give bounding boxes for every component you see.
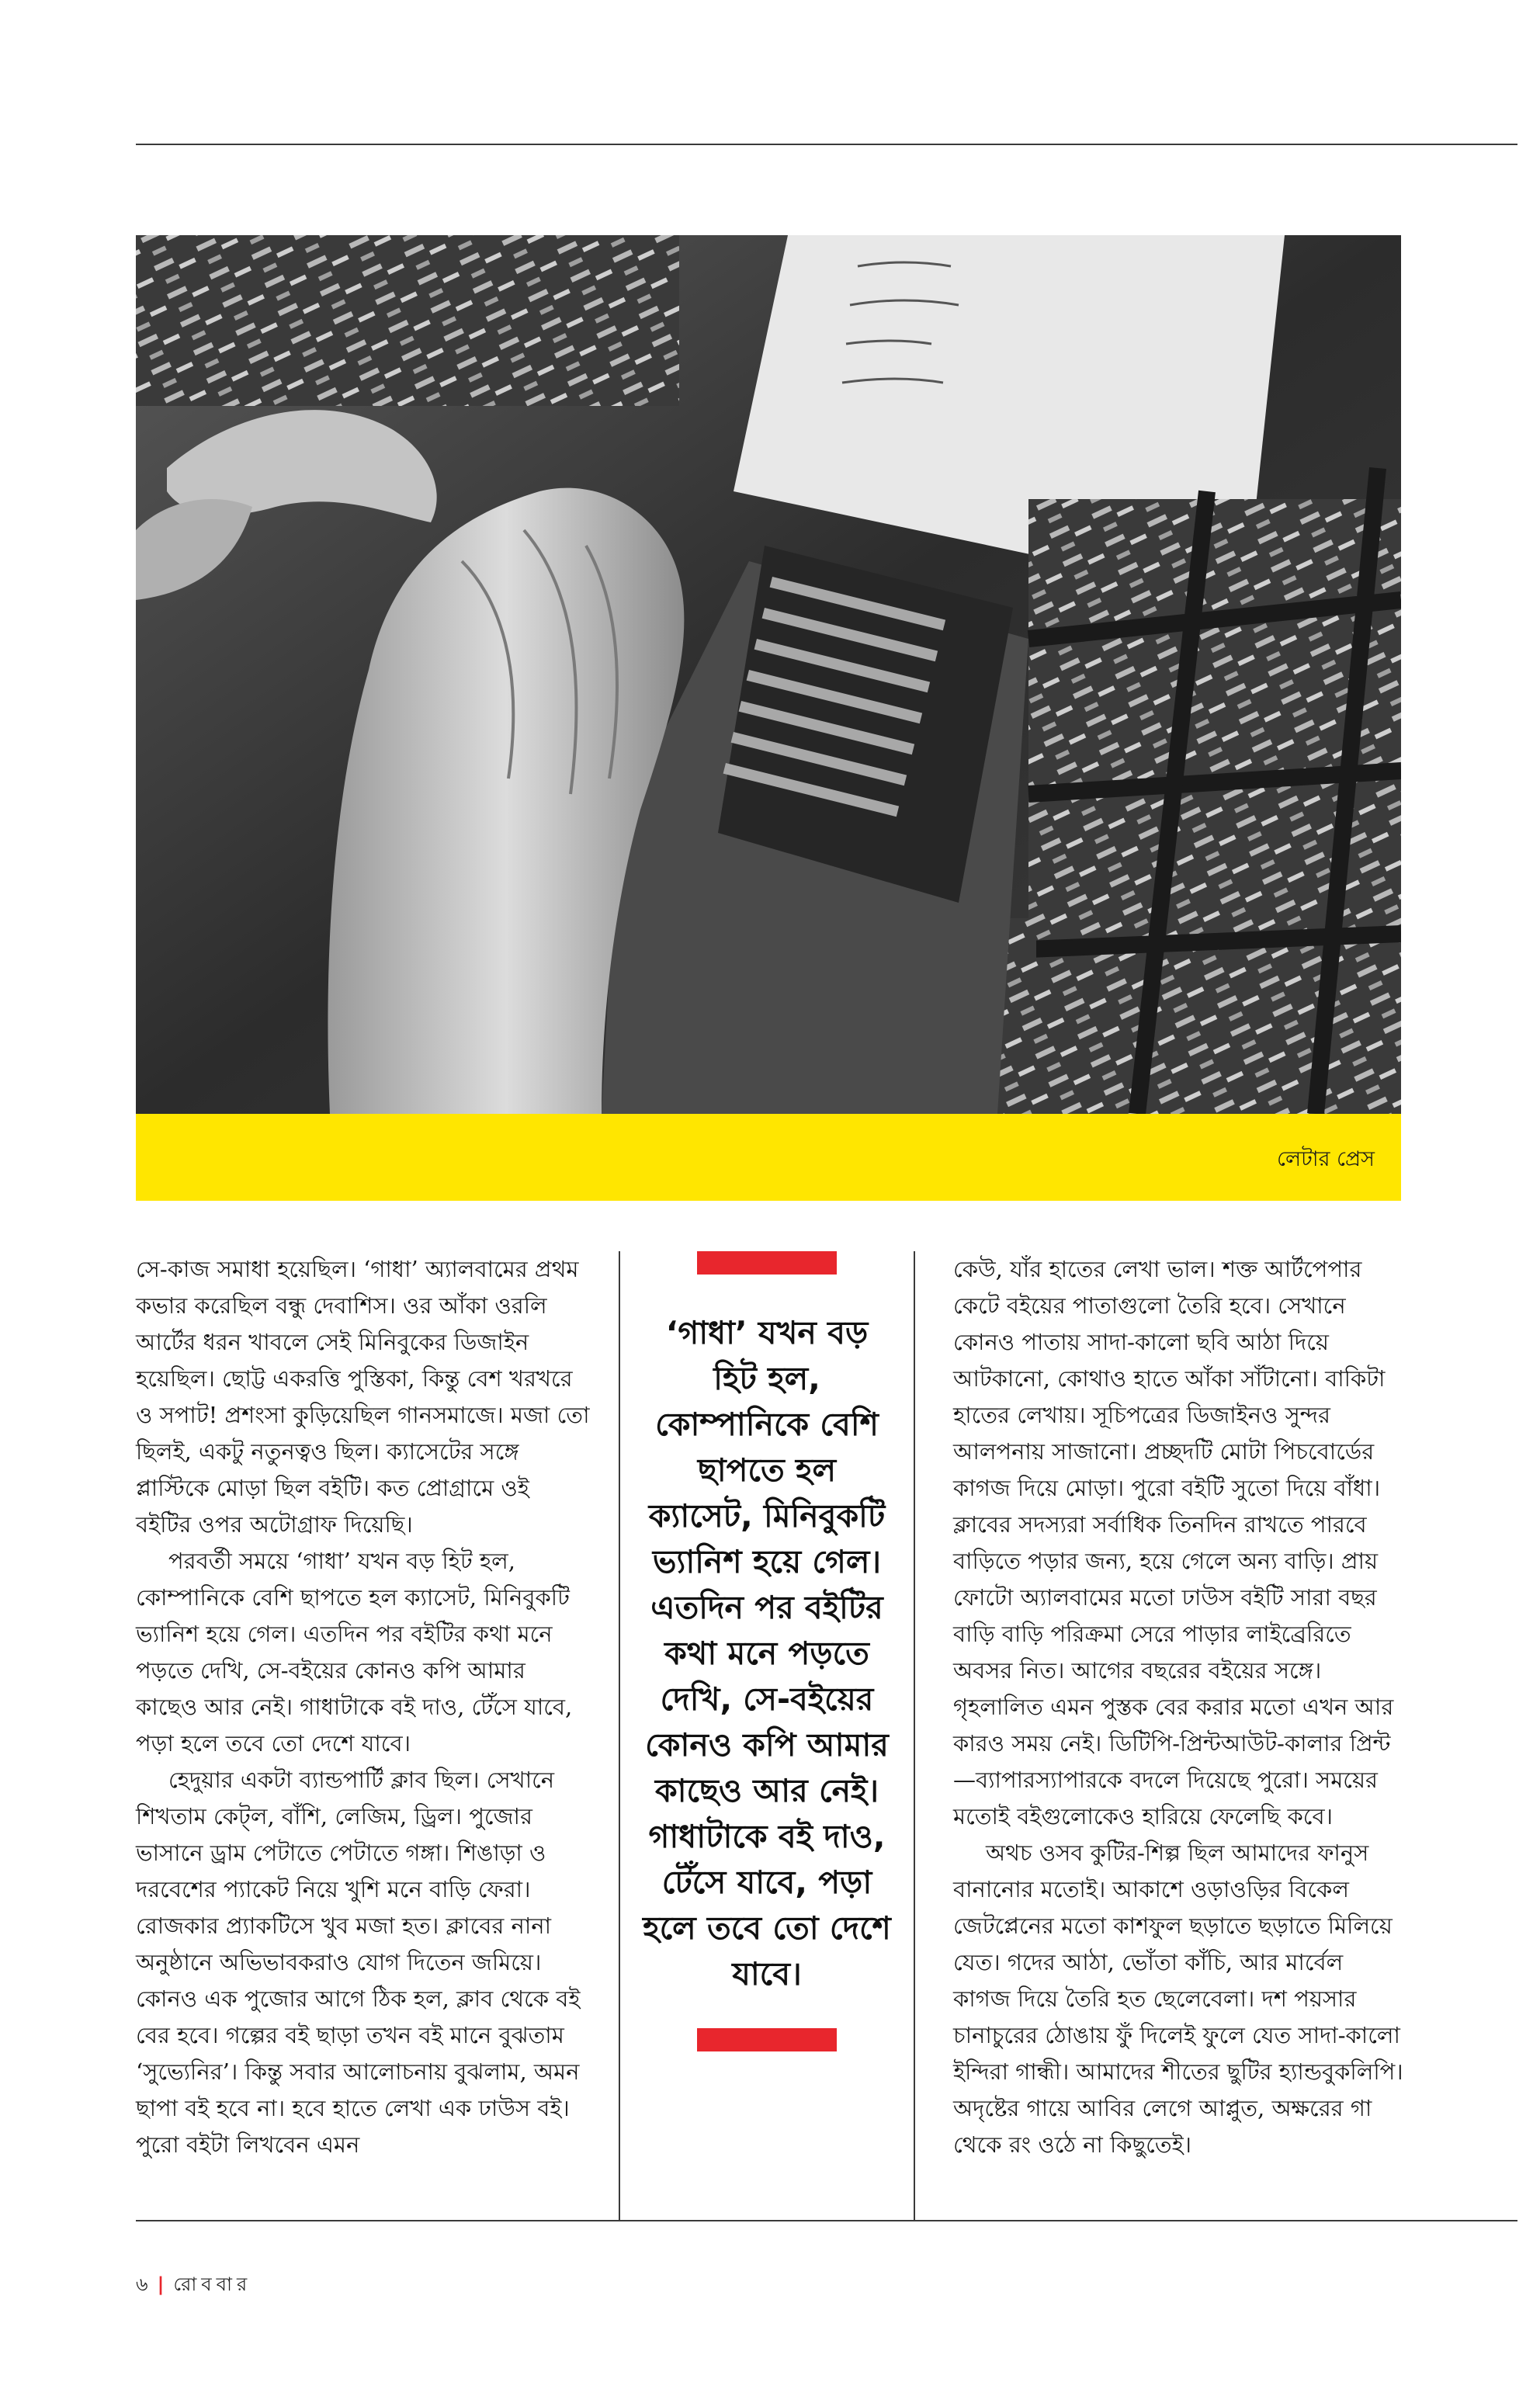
pull-quote-bottom-bar (697, 2028, 837, 2051)
magazine-name: রোববার (173, 2273, 252, 2295)
page-number: ৬ (136, 2273, 148, 2295)
letterpress-photo (136, 235, 1401, 1114)
caption-band (136, 1114, 1401, 1201)
bottom-rule (136, 2220, 1517, 2221)
paragraph: কেউ, যাঁর হাতের লেখা ভাল। শক্ত আর্টপেপার কেটে বইয়ের পাতাগুলো তৈরি হবে। সেখানে কোনও পাতায় সাদা-কালো ছবি আঠা দিয়ে আটকানো, কোথাও হাতে আঁকা সাঁটানো। বাকিটা হাতের লেখায়। সূচিপত্রের ডিজাইনও সুন্দর আলপনায় সাজানো। প্রচ্ছদটি মোটা পিচবোর্ডের কাগজ দিয়ে মোড়া। পুরো বইটি সুতো দিয়ে বাঁধা। ক্লাবের সদস্যরা সর্বাধিক তিনদিন রাখতে পারবে বাড়িতে পড়ার জন্য, হয়ে গেলে অন্য বাড়ি। প্রায় ফোটো অ্যালবামের মতো ঢাউস বইটি সারা বছর বাড়ি বাড়ি পরিক্রমা সেরে পাড়ার লাইব্রেরিতে অবসর নিত। আগের বছরের বইয়ের সঙ্গে। গৃহলালিত এমন পুস্তক বের করার মতো এখন আর কারও সময় নেই। ডিটিপি-প্রিন্টআউট-কালার প্রিন্ট—ব্যাপারস্যাপারকে বদলে দিয়েছে পুরো। সময়ের মতোই বইগুলোকেও হারিয়ে ফেলেছি কবে। (953, 1256, 1394, 1829)
pull-quote-text: ‘গাধা’ যখন বড় হিট হল, কোম্পানিকে বেশি ছাপতে হল ক্যাসেট, মিনিবুকটি ভ্যানিশ হয়ে গেল। এতদিন পর বইটির কথা মনে পড়তে দেখি, সে-বইয়ের কোনও কপি আমার কাছেও আর নেই। গাধাটাকে বই দাও, টেঁসে যাবে, পড়া হলে তবে তো দেশে যাবে। (643, 1314, 891, 1992)
paragraph: সে-কাজ সমাধা হয়েছিল। ‘গাধা’ অ্যালবামের প্রথম কভার করেছিল বন্ধু দেবাশিস। ওর আঁকা ওরলি আর্টের ধরন খাবলে সেই মিনিবুকের ডিজাইন হয়েছিল। ছোট্ট একরত্তি পুস্তিকা, কিন্তু বেশ খরখরে ও সপাট! প্রশংসা কুড়িয়েছিল গানসমাজে। মজা তো ছিলই, একটু নতুনত্বও ছিল। ক্যাসেটের সঙ্গে প্লাস্টিকে মোড়া ছিল বইটি। কত প্রোগ্রামে ওই বইটির ওপর অটোগ্রাফ দিয়েছি। (136, 1256, 590, 1538)
paragraph: পরবর্তী সময়ে ‘গাধা’ যখন বড় হিট হল, কোম্পানিকে বেশি ছাপতে হল ক্যাসেট, মিনিবুকটি ভ্যানিশ হয়ে গেল। এতদিন পর বইটির কথা মনে পড়তে দেখি, সে-বইয়ের কোনও কপি আমার কাছেও আর নেই। গাধাটাকে বই দাও, টেঁসে যাবে, পড়া হলে তবে তো দেশে যাবে। (136, 1548, 573, 1757)
column-divider (914, 1251, 915, 2221)
pull-quote-top-bar (697, 1251, 837, 1275)
paragraph: হেদুয়ার একটা ব্যান্ডপার্টি ক্লাব ছিল। সেখানে শিখতাম কেট্‌ল, বাঁশি, লেজিম, ড্রিল। পুজোর ভাসানে ড্রাম পেটাতে পেটাতে গঙ্গা। শিঙাড়া ও দরবেশের প্যাকেট নিয়ে খুশি মনে বাড়ি ফেরা। রোজকার প্র্যাকটিসে খুব মজা হত। ক্লাবের নানা অনুষ্ঠানে অভিভাবকরাও যোগ দিতেন জমিয়ে। কোনও এক পুজোর আগে ঠিক হল, ক্লাব থেকে বই বের হবে। গল্পের বই ছাড়া তখন বই মানে বুঝতাম ‘সুভ্যেনির’। কিন্তু সবার আলোচনায় বুঝলাম, অমন ছাপা বই হবে না। হবে হাতে লেখা এক ঢাউস বই। পুরো বইটা লিখবেন এমন (136, 1767, 581, 2158)
page-footer (136, 2270, 251, 2301)
letterpress-photo-illustration (136, 235, 1401, 1114)
footer-separator: | (157, 2273, 165, 2295)
column-divider (619, 1251, 620, 2221)
article-column-left (136, 1251, 590, 2163)
top-rule (136, 144, 1517, 145)
pull-quote (643, 1251, 891, 2051)
photo-caption: লেটার প্রেস (1277, 1147, 1375, 1171)
article-column-right (953, 1251, 1407, 2163)
paragraph: অথচ ওসব কুটির-শিল্প ছিল আমাদের ফানুস বানানোর মতোই। আকাশে ওড়াওড়ির বিকেল জেটপ্লেনের মতো কাশফুল ছড়াতে ছড়াতে মিলিয়ে যেত। গদের আঠা, ভোঁতা কাঁচি, আর মার্বেল কাগজ দিয়ে তৈরি হত ছেলেবেলা। দশ পয়সার চানাচুরের ঠোঙায় ফুঁ দিলেই ফুলে যেত সাদা-কালো ইন্দিরা গান্ধী। আমাদের শীতের ছুটির হ্যান্ডবুকলিপি। অদৃষ্টের গায়ে আবির লেগে আপ্লুত, অক্ষরের গা থেকে রং ওঠে না কিছুতেই। (953, 1840, 1403, 2158)
